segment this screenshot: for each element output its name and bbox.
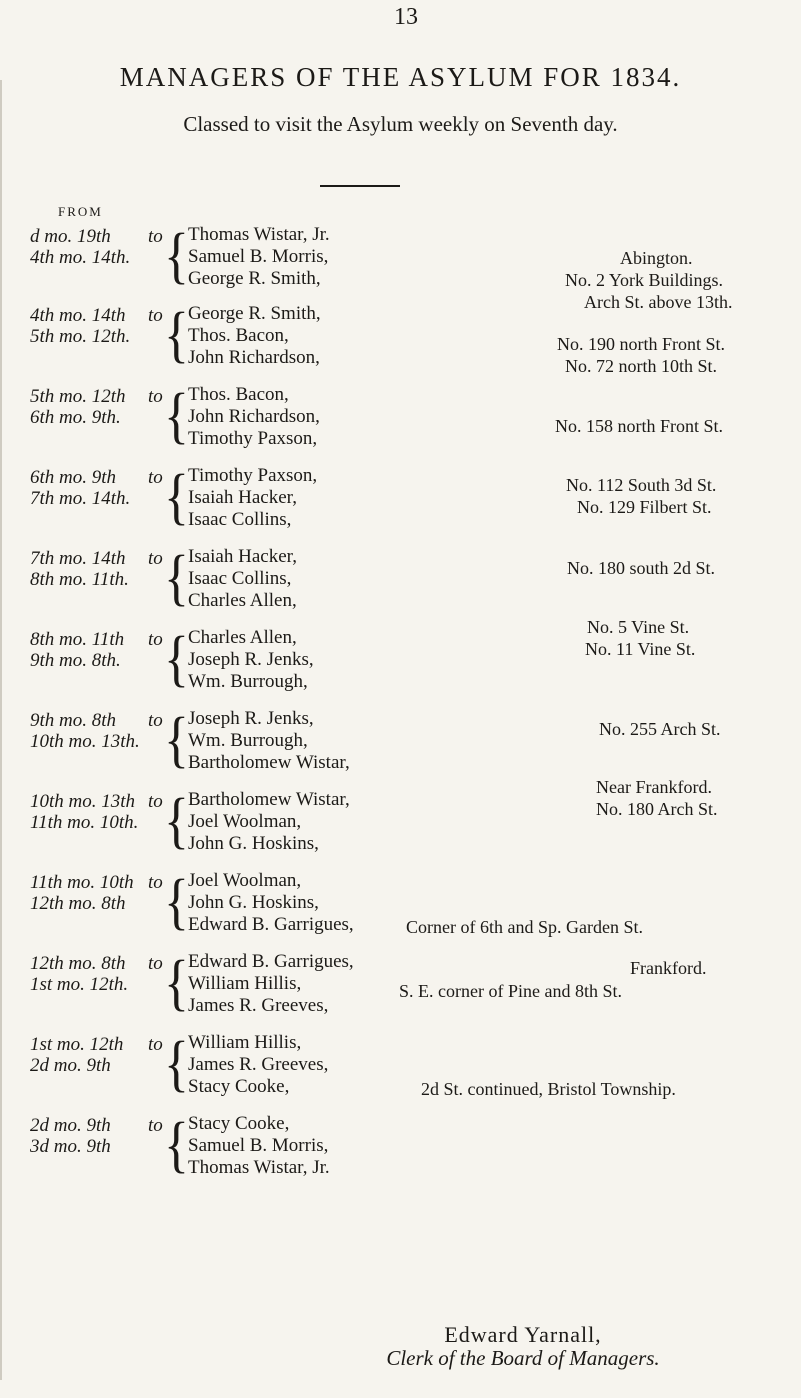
period-end: 9th mo. 8th. — [30, 650, 121, 671]
brace: { — [164, 787, 189, 856]
to-word: to — [148, 1034, 163, 1055]
to-word: to — [148, 1115, 163, 1136]
period-start: 7th mo. 14th — [30, 548, 126, 569]
period-end: 8th mo. 11th. — [30, 569, 129, 590]
manager-name: William Hillis, — [188, 1032, 302, 1053]
period-start: 1st mo. 12th — [30, 1034, 124, 1055]
address: No. 72 north 10th St. — [565, 356, 718, 376]
divider-rule — [320, 185, 400, 187]
address: No. 255 Arch St. — [599, 719, 721, 739]
address: Abington. — [620, 248, 693, 268]
period-end: 11th mo. 10th. — [30, 812, 139, 833]
period-start: 12th mo. 8th — [30, 953, 126, 974]
manager-names — [188, 384, 428, 450]
manager-names — [188, 546, 428, 612]
brace: { — [164, 868, 189, 937]
page-subtitle: Classed to visit the Asylum weekly on Seventh day. — [183, 112, 618, 136]
manager-name: Thos. Bacon, — [188, 325, 289, 346]
address: No. 5 Vine St. — [587, 617, 690, 637]
manager-names — [188, 303, 428, 369]
manager-name: Isaac Collins, — [188, 568, 292, 589]
address: No. 11 Vine St. — [585, 639, 696, 659]
period-start: 9th mo. 8th — [30, 710, 117, 731]
manager-name: John Richardson, — [188, 406, 320, 427]
period-start: 11th mo. 10th — [30, 872, 134, 893]
address: Corner of 6th and Sp. Garden St. — [406, 917, 643, 937]
period-dates — [30, 467, 145, 509]
period-end: 2d mo. 9th — [30, 1055, 111, 1076]
address: No. 180 Arch St. — [596, 799, 718, 819]
period-end: 3d mo. 9th — [30, 1136, 111, 1157]
address: No. 112 South 3d St. — [566, 475, 717, 495]
manager-name: William Hillis, — [188, 973, 302, 994]
manager-name: George R. Smith, — [188, 268, 321, 289]
address: No. 129 Filbert St. — [577, 497, 712, 517]
to-word: to — [148, 872, 163, 893]
page-edge-line — [0, 80, 2, 1380]
manager-name: Stacy Cooke, — [188, 1076, 290, 1097]
brace: { — [164, 301, 189, 370]
manager-name: Thomas Wistar, Jr. — [188, 1157, 330, 1178]
manager-names — [188, 627, 428, 693]
page-number: 13 — [394, 4, 418, 30]
to-word: to — [148, 548, 163, 569]
manager-name: James R. Greeves, — [188, 1054, 329, 1075]
period-dates — [30, 548, 145, 590]
to-word: to — [148, 629, 163, 650]
period-end: 1st mo. 12th. — [30, 974, 129, 995]
manager-name: Joseph R. Jenks, — [188, 649, 314, 670]
manager-name: Timothy Paxson, — [188, 465, 318, 486]
period-end: 6th mo. 9th. — [30, 407, 121, 428]
brace: { — [164, 382, 189, 451]
period-start: 2d mo. 9th — [30, 1115, 111, 1136]
address: Near Frankford. — [596, 777, 712, 797]
page-title: MANAGERS OF THE ASYLUM FOR 1834. — [119, 62, 682, 92]
address: No. 180 south 2d St. — [567, 558, 716, 578]
to-word: to — [148, 791, 163, 812]
brace: { — [164, 1111, 189, 1180]
address: S. E. corner of Pine and 8th St. — [399, 981, 622, 1001]
brace: { — [164, 625, 189, 694]
manager-name: Joel Woolman, — [188, 811, 302, 832]
manager-name: Charles Allen, — [188, 590, 297, 611]
brace: { — [164, 222, 189, 291]
manager-name: Thos. Bacon, — [188, 384, 289, 405]
manager-name: Joseph R. Jenks, — [188, 708, 314, 729]
manager-names — [188, 465, 428, 531]
address: 2d St. continued, Bristol Township. — [421, 1079, 676, 1099]
period-end: 12th mo. 8th — [30, 893, 126, 914]
manager-name: Wm. Burrough, — [188, 730, 308, 751]
period-dates — [30, 386, 145, 428]
address: No. 2 York Buildings. — [565, 270, 724, 290]
period-dates — [30, 1034, 145, 1076]
manager-names — [188, 1113, 428, 1179]
period-start: d mo. 19th — [30, 226, 111, 247]
manager-name: Thomas Wistar, Jr. — [188, 224, 330, 245]
period-start: 5th mo. 12th — [30, 386, 126, 407]
signature-title: Clerk of the Board of Managers. — [386, 1346, 660, 1370]
manager-name: John G. Hoskins, — [188, 833, 319, 854]
manager-names — [188, 789, 428, 855]
manager-name: Isaiah Hacker, — [188, 487, 297, 508]
manager-name: John G. Hoskins, — [188, 892, 319, 913]
to-word: to — [148, 467, 163, 488]
manager-name: Samuel B. Morris, — [188, 246, 329, 267]
period-end: 10th mo. 13th. — [30, 731, 140, 752]
manager-name: Stacy Cooke, — [188, 1113, 290, 1134]
to-word: to — [148, 226, 163, 247]
manager-name: Wm. Burrough, — [188, 671, 308, 692]
manager-name: James R. Greeves, — [188, 995, 329, 1016]
to-word: to — [148, 305, 163, 326]
period-dates — [30, 305, 145, 347]
address: Arch St. above 13th. — [584, 292, 733, 312]
manager-name: John Richardson, — [188, 347, 320, 368]
brace: { — [164, 463, 189, 532]
manager-name: Joel Woolman, — [188, 870, 302, 891]
period-end: 4th mo. 14th. — [30, 247, 131, 268]
address: Frankford. — [630, 958, 707, 978]
period-start: 8th mo. 11th — [30, 629, 125, 650]
manager-name: Bartholomew Wistar, — [188, 789, 350, 810]
manager-names — [188, 224, 428, 290]
period-start: 6th mo. 9th — [30, 467, 117, 488]
manager-name: Edward B. Garrigues, — [188, 914, 354, 935]
period-start: 4th mo. 14th — [30, 305, 126, 326]
manager-name: George R. Smith, — [188, 303, 321, 324]
to-word: to — [148, 710, 163, 731]
manager-name: Charles Allen, — [188, 627, 297, 648]
address: No. 158 north Front St. — [555, 416, 724, 436]
brace: { — [164, 706, 189, 775]
period-end: 5th mo. 12th. — [30, 326, 131, 347]
period-dates — [30, 710, 145, 752]
signature-name: Edward Yarnall, — [444, 1322, 602, 1347]
to-word: to — [148, 386, 163, 407]
period-dates — [30, 791, 145, 833]
from-column-header: FROM — [58, 204, 103, 219]
to-word: to — [148, 953, 163, 974]
manager-name: Edward B. Garrigues, — [188, 951, 354, 972]
manager-names — [188, 951, 428, 1017]
period-dates — [30, 226, 145, 268]
period-dates — [30, 953, 145, 995]
manager-names — [188, 708, 428, 774]
period-end: 7th mo. 14th. — [30, 488, 131, 509]
manager-names — [188, 870, 428, 936]
manager-names — [188, 1032, 428, 1098]
manager-name: Isaiah Hacker, — [188, 546, 297, 567]
address: No. 190 north Front St. — [557, 334, 726, 354]
manager-name: Bartholomew Wistar, — [188, 752, 350, 773]
brace: { — [164, 1030, 189, 1099]
manager-name: Isaac Collins, — [188, 509, 292, 530]
period-dates — [30, 1115, 145, 1157]
manager-name: Timothy Paxson, — [188, 428, 318, 449]
period-dates — [30, 629, 145, 671]
period-dates — [30, 872, 145, 914]
brace: { — [164, 949, 189, 1018]
manager-name: Samuel B. Morris, — [188, 1135, 329, 1156]
period-start: 10th mo. 13th — [30, 791, 136, 812]
brace: { — [164, 544, 189, 613]
